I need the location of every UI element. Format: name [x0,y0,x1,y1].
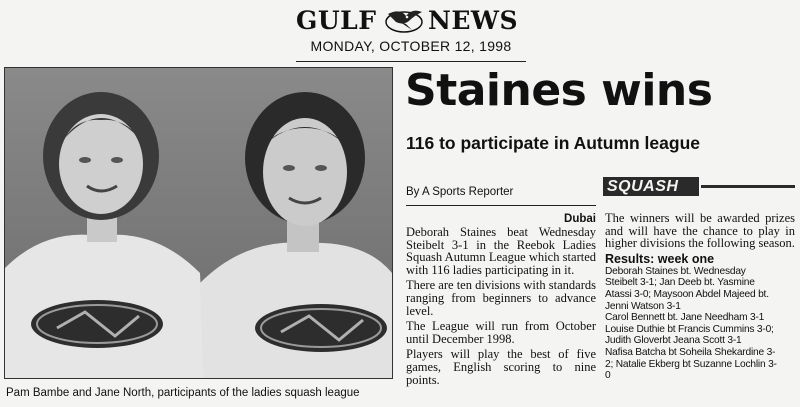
results-line: Carol Bennett bt. Jane Needham 3-1 [605,312,765,324]
paragraph: There are ten divisions with standards ranging from beginners to advance level. [406,278,596,318]
masthead-gulf: GULF [296,6,377,35]
masthead-title [296,6,526,38]
headline: Staines wins [405,65,713,116]
results-line: Deborah Staines bt. Wednesday [605,265,746,277]
paragraph: The League will run from October until December 1998. [406,319,596,346]
article-column-1 [406,213,596,389]
article-column-2 [605,212,795,382]
results-line: Atassi 3-0; Maysoon Abdel Majeed bt. [605,288,769,300]
results-line: 2; Natalie Ekberg bt Suzanne Lochlin 3- [605,358,777,370]
results-line: 0 [605,370,611,382]
results-line: Judith Gloverbt Jeana Scott 3-1 [605,335,742,347]
paragraph: Deborah Staines beat Wednesday Steibelt 3-1 in the Reebok Ladies Squash Autumn League which started with 116 ladies participating in it. [406,225,596,277]
results-line: Louise Duthie bt Francis Cummins 3-0; [605,323,774,335]
masthead-news: NEWS [428,6,519,35]
results-list [605,266,795,382]
results-line: Jenni Watson 3-1 [605,300,681,312]
paragraph: Players will play the best of five games, English scoring to nine points. [406,347,596,387]
paragraph: The winners will be awarded prizes and will have the chance to play in higher divisions the following season. [605,211,795,251]
falcon-logo-icon [382,4,426,38]
dateline: Dubai [564,213,596,225]
section-label [603,177,797,197]
section-label-text: SQUASH [603,177,699,196]
byline-rule [406,205,596,206]
masthead-rule [296,61,526,62]
results-line: Steibelt 3-1; Jan Deeb bt. Yasmine [605,277,755,289]
masthead-date: MONDAY, OCTOBER 12, 1998 [310,38,512,54]
results-line: Nafisa Batcha bt Soheila Shekardine 3- [605,346,776,358]
byline: By A Sports Reporter [406,186,514,198]
photo-caption: Pam Bambe and Jane North, participants of the ladies squash league [6,387,360,399]
photo-two-players [4,67,393,379]
subheadline: 116 to participate in Autumn league [406,133,700,153]
section-label-rule [701,185,795,188]
results-heading: Results: week one [605,251,715,266]
